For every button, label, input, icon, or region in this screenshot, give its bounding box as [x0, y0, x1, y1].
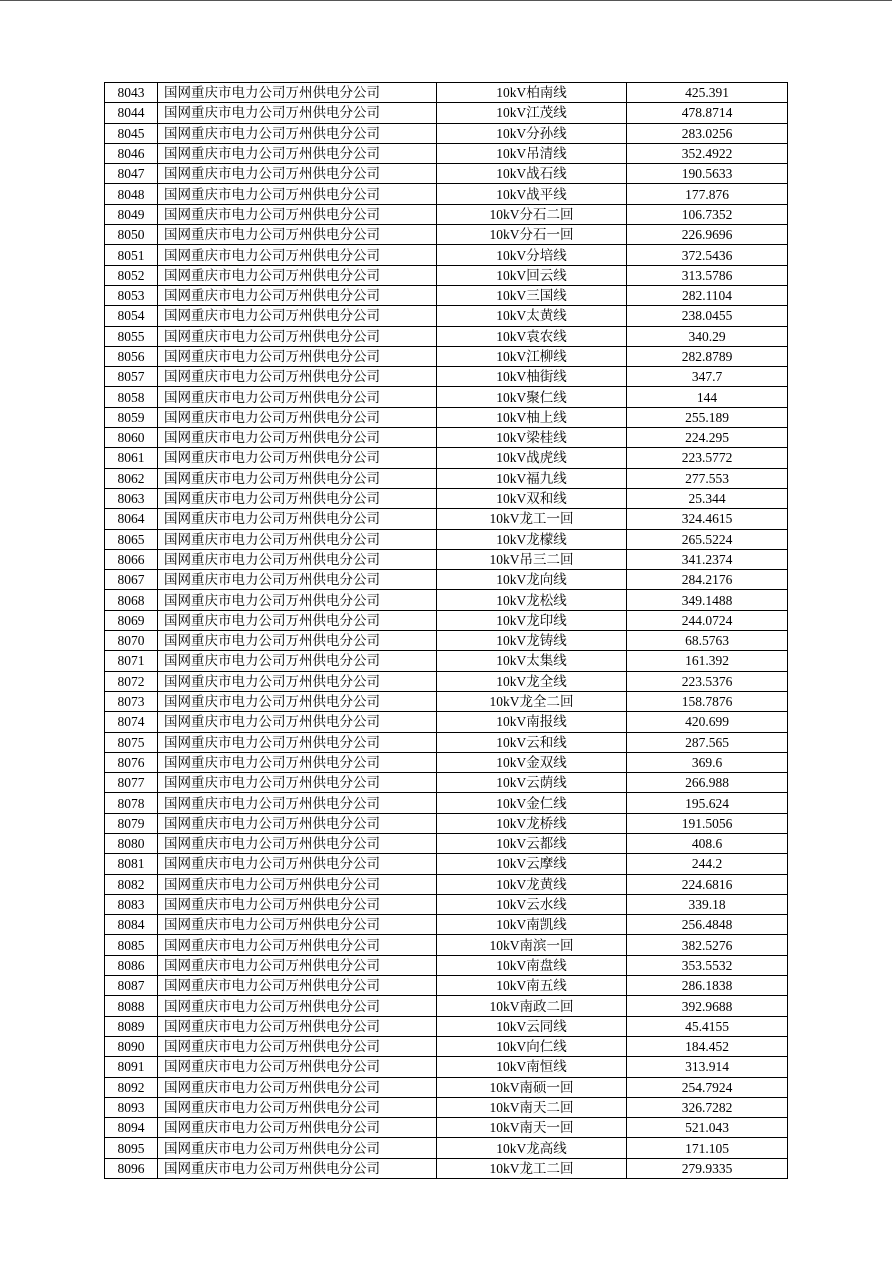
line-name-cell: 10kV龙全二回	[437, 691, 627, 711]
table-row	[105, 448, 788, 468]
table-row	[105, 367, 788, 387]
value-cell: 224.295	[627, 428, 788, 448]
line-name-cell: 10kV南凯线	[437, 915, 627, 935]
company-cell: 国网重庆市电力公司万州供电分公司	[158, 225, 437, 245]
value-cell: 408.6	[627, 833, 788, 853]
line-name-cell: 10kV福九线	[437, 468, 627, 488]
row-id-cell: 8047	[105, 164, 158, 184]
table-row	[105, 306, 788, 326]
table-row	[105, 285, 788, 305]
company-cell: 国网重庆市电力公司万州供电分公司	[158, 265, 437, 285]
value-cell: 284.2176	[627, 570, 788, 590]
row-id-cell: 8081	[105, 854, 158, 874]
value-cell: 244.0724	[627, 610, 788, 630]
row-id-cell: 8092	[105, 1077, 158, 1097]
company-cell: 国网重庆市电力公司万州供电分公司	[158, 996, 437, 1016]
value-cell: 382.5276	[627, 935, 788, 955]
company-cell: 国网重庆市电力公司万州供电分公司	[158, 590, 437, 610]
company-cell: 国网重庆市电力公司万州供电分公司	[158, 1158, 437, 1178]
value-cell: 171.105	[627, 1138, 788, 1158]
table-row	[105, 1036, 788, 1056]
line-name-cell: 10kV龙松线	[437, 590, 627, 610]
line-name-cell: 10kV柚上线	[437, 407, 627, 427]
row-id-cell: 8083	[105, 894, 158, 914]
line-name-cell: 10kV回云线	[437, 265, 627, 285]
row-id-cell: 8074	[105, 712, 158, 732]
line-name-cell: 10kV龙全线	[437, 671, 627, 691]
line-name-cell: 10kV柚街线	[437, 367, 627, 387]
table-row	[105, 326, 788, 346]
row-id-cell: 8078	[105, 793, 158, 813]
table-row	[105, 976, 788, 996]
value-cell: 177.876	[627, 184, 788, 204]
company-cell: 国网重庆市电力公司万州供电分公司	[158, 184, 437, 204]
table-row	[105, 245, 788, 265]
value-cell: 238.0455	[627, 306, 788, 326]
value-cell: 392.9688	[627, 996, 788, 1016]
value-cell: 353.5532	[627, 955, 788, 975]
row-id-cell: 8072	[105, 671, 158, 691]
row-id-cell: 8045	[105, 123, 158, 143]
table-row	[105, 1057, 788, 1077]
table-row	[105, 143, 788, 163]
company-cell: 国网重庆市电力公司万州供电分公司	[158, 793, 437, 813]
line-name-cell: 10kV南恒线	[437, 1057, 627, 1077]
row-id-cell: 8069	[105, 610, 158, 630]
table-row	[105, 1077, 788, 1097]
line-name-cell: 10kV战石线	[437, 164, 627, 184]
line-name-cell: 10kV云水线	[437, 894, 627, 914]
value-cell: 184.452	[627, 1036, 788, 1056]
row-id-cell: 8043	[105, 83, 158, 103]
table-row	[105, 529, 788, 549]
value-cell: 255.189	[627, 407, 788, 427]
row-id-cell: 8089	[105, 1016, 158, 1036]
company-cell: 国网重庆市电力公司万州供电分公司	[158, 448, 437, 468]
table-row	[105, 265, 788, 285]
line-name-cell: 10kV龙桥线	[437, 813, 627, 833]
value-cell: 254.7924	[627, 1077, 788, 1097]
table-row	[105, 712, 788, 732]
company-cell: 国网重庆市电力公司万州供电分公司	[158, 854, 437, 874]
value-cell: 277.553	[627, 468, 788, 488]
line-name-cell: 10kV分石二回	[437, 204, 627, 224]
value-cell: 223.5772	[627, 448, 788, 468]
company-cell: 国网重庆市电力公司万州供电分公司	[158, 83, 437, 103]
row-id-cell: 8087	[105, 976, 158, 996]
row-id-cell: 8050	[105, 225, 158, 245]
value-cell: 369.6	[627, 752, 788, 772]
row-id-cell: 8056	[105, 346, 158, 366]
value-cell: 352.4922	[627, 143, 788, 163]
line-name-cell: 10kV龙工二回	[437, 1158, 627, 1178]
table-row	[105, 1016, 788, 1036]
table-row	[105, 1158, 788, 1178]
value-cell: 244.2	[627, 854, 788, 874]
line-name-cell: 10kV太集线	[437, 651, 627, 671]
company-cell: 国网重庆市电力公司万州供电分公司	[158, 631, 437, 651]
value-cell: 106.7352	[627, 204, 788, 224]
value-cell: 25.344	[627, 488, 788, 508]
line-name-cell: 10kV南天二回	[437, 1097, 627, 1117]
company-cell: 国网重庆市电力公司万州供电分公司	[158, 570, 437, 590]
value-cell: 349.1488	[627, 590, 788, 610]
value-cell: 425.391	[627, 83, 788, 103]
row-id-cell: 8088	[105, 996, 158, 1016]
value-cell: 266.988	[627, 773, 788, 793]
value-cell: 339.18	[627, 894, 788, 914]
row-id-cell: 8091	[105, 1057, 158, 1077]
company-cell: 国网重庆市电力公司万州供电分公司	[158, 428, 437, 448]
row-id-cell: 8093	[105, 1097, 158, 1117]
table-row	[105, 813, 788, 833]
company-cell: 国网重庆市电力公司万州供电分公司	[158, 164, 437, 184]
line-name-cell: 10kV龙檬线	[437, 529, 627, 549]
line-name-cell: 10kV云摩线	[437, 854, 627, 874]
row-id-cell: 8084	[105, 915, 158, 935]
row-id-cell: 8094	[105, 1118, 158, 1138]
value-cell: 282.8789	[627, 346, 788, 366]
company-cell: 国网重庆市电力公司万州供电分公司	[158, 245, 437, 265]
row-id-cell: 8063	[105, 488, 158, 508]
value-cell: 161.392	[627, 651, 788, 671]
row-id-cell: 8073	[105, 691, 158, 711]
line-name-cell: 10kV云同线	[437, 1016, 627, 1036]
line-name-cell: 10kV云都线	[437, 833, 627, 853]
table-row	[105, 590, 788, 610]
line-name-cell: 10kV太黄线	[437, 306, 627, 326]
line-name-cell: 10kV龙高线	[437, 1138, 627, 1158]
company-cell: 国网重庆市电力公司万州供电分公司	[158, 549, 437, 569]
row-id-cell: 8051	[105, 245, 158, 265]
table-row	[105, 549, 788, 569]
table-row	[105, 691, 788, 711]
row-id-cell: 8044	[105, 103, 158, 123]
company-cell: 国网重庆市电力公司万州供电分公司	[158, 1016, 437, 1036]
value-cell: 287.565	[627, 732, 788, 752]
table-row	[105, 103, 788, 123]
line-name-cell: 10kV聚仁线	[437, 387, 627, 407]
value-cell: 226.9696	[627, 225, 788, 245]
company-cell: 国网重庆市电力公司万州供电分公司	[158, 935, 437, 955]
row-id-cell: 8060	[105, 428, 158, 448]
row-id-cell: 8077	[105, 773, 158, 793]
table-row	[105, 83, 788, 103]
table-row	[105, 509, 788, 529]
value-cell: 286.1838	[627, 976, 788, 996]
line-name-cell: 10kV分石一回	[437, 225, 627, 245]
table-row	[105, 752, 788, 772]
value-cell: 68.5763	[627, 631, 788, 651]
value-cell: 144	[627, 387, 788, 407]
table-row	[105, 204, 788, 224]
line-data-table	[104, 82, 788, 1179]
table-row	[105, 631, 788, 651]
table-row	[105, 225, 788, 245]
row-id-cell: 8096	[105, 1158, 158, 1178]
company-cell: 国网重庆市电力公司万州供电分公司	[158, 671, 437, 691]
company-cell: 国网重庆市电力公司万州供电分公司	[158, 955, 437, 975]
line-name-cell: 10kV袁农线	[437, 326, 627, 346]
line-name-cell: 10kV南五线	[437, 976, 627, 996]
company-cell: 国网重庆市电力公司万州供电分公司	[158, 915, 437, 935]
company-cell: 国网重庆市电力公司万州供电分公司	[158, 894, 437, 914]
row-id-cell: 8065	[105, 529, 158, 549]
value-cell: 313.914	[627, 1057, 788, 1077]
line-name-cell: 10kV向仁线	[437, 1036, 627, 1056]
value-cell: 521.043	[627, 1118, 788, 1138]
line-name-cell: 10kV南滨一回	[437, 935, 627, 955]
value-cell: 341.2374	[627, 549, 788, 569]
table-row	[105, 610, 788, 630]
table-row	[105, 164, 788, 184]
company-cell: 国网重庆市电力公司万州供电分公司	[158, 976, 437, 996]
row-id-cell: 8055	[105, 326, 158, 346]
line-name-cell: 10kV南天一回	[437, 1118, 627, 1138]
table-row	[105, 488, 788, 508]
value-cell: 190.5633	[627, 164, 788, 184]
value-cell: 340.29	[627, 326, 788, 346]
row-id-cell: 8048	[105, 184, 158, 204]
row-id-cell: 8082	[105, 874, 158, 894]
row-id-cell: 8059	[105, 407, 158, 427]
row-id-cell: 8066	[105, 549, 158, 569]
row-id-cell: 8049	[105, 204, 158, 224]
table-row	[105, 894, 788, 914]
value-cell: 265.5224	[627, 529, 788, 549]
line-name-cell: 10kV龙向线	[437, 570, 627, 590]
company-cell: 国网重庆市电力公司万州供电分公司	[158, 1138, 437, 1158]
line-name-cell: 10kV南盘线	[437, 955, 627, 975]
table-row	[105, 854, 788, 874]
table-row	[105, 732, 788, 752]
row-id-cell: 8057	[105, 367, 158, 387]
row-id-cell: 8046	[105, 143, 158, 163]
company-cell: 国网重庆市电力公司万州供电分公司	[158, 752, 437, 772]
table-row	[105, 387, 788, 407]
value-cell: 313.5786	[627, 265, 788, 285]
line-name-cell: 10kV战虎线	[437, 448, 627, 468]
row-id-cell: 8053	[105, 285, 158, 305]
company-cell: 国网重庆市电力公司万州供电分公司	[158, 285, 437, 305]
row-id-cell: 8095	[105, 1138, 158, 1158]
company-cell: 国网重庆市电力公司万州供电分公司	[158, 732, 437, 752]
table-row	[105, 1097, 788, 1117]
value-cell: 224.6816	[627, 874, 788, 894]
line-name-cell: 10kV云和线	[437, 732, 627, 752]
table-row	[105, 468, 788, 488]
line-name-cell: 10kV龙工一回	[437, 509, 627, 529]
company-cell: 国网重庆市电力公司万州供电分公司	[158, 773, 437, 793]
table-row	[105, 184, 788, 204]
row-id-cell: 8080	[105, 833, 158, 853]
company-cell: 国网重庆市电力公司万州供电分公司	[158, 123, 437, 143]
value-cell: 420.699	[627, 712, 788, 732]
value-cell: 282.1104	[627, 285, 788, 305]
value-cell: 45.4155	[627, 1016, 788, 1036]
line-name-cell: 10kV云荫线	[437, 773, 627, 793]
table-row	[105, 123, 788, 143]
company-cell: 国网重庆市电力公司万州供电分公司	[158, 874, 437, 894]
row-id-cell: 8054	[105, 306, 158, 326]
page-top-border	[0, 0, 892, 1]
line-name-cell: 10kV南硕一回	[437, 1077, 627, 1097]
value-cell: 158.7876	[627, 691, 788, 711]
line-name-cell: 10kV江茂线	[437, 103, 627, 123]
value-cell: 279.9335	[627, 1158, 788, 1178]
line-name-cell: 10kV江柳线	[437, 346, 627, 366]
row-id-cell: 8067	[105, 570, 158, 590]
table-row	[105, 955, 788, 975]
value-cell: 195.624	[627, 793, 788, 813]
company-cell: 国网重庆市电力公司万州供电分公司	[158, 1077, 437, 1097]
value-cell: 191.5056	[627, 813, 788, 833]
company-cell: 国网重庆市电力公司万州供电分公司	[158, 509, 437, 529]
table-row	[105, 346, 788, 366]
company-cell: 国网重庆市电力公司万州供电分公司	[158, 488, 437, 508]
line-name-cell: 10kV三国线	[437, 285, 627, 305]
row-id-cell: 8058	[105, 387, 158, 407]
row-id-cell: 8052	[105, 265, 158, 285]
value-cell: 326.7282	[627, 1097, 788, 1117]
company-cell: 国网重庆市电力公司万州供电分公司	[158, 610, 437, 630]
company-cell: 国网重庆市电力公司万州供电分公司	[158, 712, 437, 732]
line-name-cell: 10kV柏南线	[437, 83, 627, 103]
row-id-cell: 8070	[105, 631, 158, 651]
line-name-cell: 10kV分孙线	[437, 123, 627, 143]
table-row	[105, 833, 788, 853]
line-name-cell: 10kV南政二回	[437, 996, 627, 1016]
value-cell: 283.0256	[627, 123, 788, 143]
company-cell: 国网重庆市电力公司万州供电分公司	[158, 103, 437, 123]
company-cell: 国网重庆市电力公司万州供电分公司	[158, 306, 437, 326]
value-cell: 478.8714	[627, 103, 788, 123]
line-name-cell: 10kV吊清线	[437, 143, 627, 163]
row-id-cell: 8085	[105, 935, 158, 955]
table-row	[105, 1138, 788, 1158]
value-cell: 223.5376	[627, 671, 788, 691]
row-id-cell: 8061	[105, 448, 158, 468]
row-id-cell: 8075	[105, 732, 158, 752]
line-name-cell: 10kV分培线	[437, 245, 627, 265]
company-cell: 国网重庆市电力公司万州供电分公司	[158, 691, 437, 711]
value-cell: 256.4848	[627, 915, 788, 935]
table-row	[105, 874, 788, 894]
row-id-cell: 8076	[105, 752, 158, 772]
company-cell: 国网重庆市电力公司万州供电分公司	[158, 407, 437, 427]
table-row	[105, 793, 788, 813]
line-name-cell: 10kV龙铸线	[437, 631, 627, 651]
company-cell: 国网重庆市电力公司万州供电分公司	[158, 204, 437, 224]
row-id-cell: 8068	[105, 590, 158, 610]
table-row	[105, 671, 788, 691]
table-row	[105, 935, 788, 955]
line-name-cell: 10kV战平线	[437, 184, 627, 204]
table-row	[105, 773, 788, 793]
table-row	[105, 1118, 788, 1138]
company-cell: 国网重庆市电力公司万州供电分公司	[158, 833, 437, 853]
table-row	[105, 651, 788, 671]
company-cell: 国网重庆市电力公司万州供电分公司	[158, 468, 437, 488]
company-cell: 国网重庆市电力公司万州供电分公司	[158, 813, 437, 833]
table-row	[105, 915, 788, 935]
company-cell: 国网重庆市电力公司万州供电分公司	[158, 367, 437, 387]
company-cell: 国网重庆市电力公司万州供电分公司	[158, 143, 437, 163]
table-row	[105, 570, 788, 590]
table-row	[105, 407, 788, 427]
row-id-cell: 8090	[105, 1036, 158, 1056]
table-row	[105, 996, 788, 1016]
company-cell: 国网重庆市电力公司万州供电分公司	[158, 1057, 437, 1077]
line-name-cell: 10kV金双线	[437, 752, 627, 772]
row-id-cell: 8086	[105, 955, 158, 975]
value-cell: 372.5436	[627, 245, 788, 265]
company-cell: 国网重庆市电力公司万州供电分公司	[158, 529, 437, 549]
row-id-cell: 8062	[105, 468, 158, 488]
line-name-cell: 10kV吊三二回	[437, 549, 627, 569]
table-row	[105, 428, 788, 448]
line-name-cell: 10kV双和线	[437, 488, 627, 508]
row-id-cell: 8079	[105, 813, 158, 833]
company-cell: 国网重庆市电力公司万州供电分公司	[158, 1118, 437, 1138]
company-cell: 国网重庆市电力公司万州供电分公司	[158, 346, 437, 366]
line-name-cell: 10kV龙黄线	[437, 874, 627, 894]
company-cell: 国网重庆市电力公司万州供电分公司	[158, 387, 437, 407]
table-body	[105, 83, 788, 1179]
row-id-cell: 8071	[105, 651, 158, 671]
line-name-cell: 10kV金仁线	[437, 793, 627, 813]
row-id-cell: 8064	[105, 509, 158, 529]
company-cell: 国网重庆市电力公司万州供电分公司	[158, 651, 437, 671]
value-cell: 324.4615	[627, 509, 788, 529]
value-cell: 347.7	[627, 367, 788, 387]
line-name-cell: 10kV梁桂线	[437, 428, 627, 448]
company-cell: 国网重庆市电力公司万州供电分公司	[158, 326, 437, 346]
company-cell: 国网重庆市电力公司万州供电分公司	[158, 1097, 437, 1117]
company-cell: 国网重庆市电力公司万州供电分公司	[158, 1036, 437, 1056]
line-name-cell: 10kV南报线	[437, 712, 627, 732]
line-name-cell: 10kV龙印线	[437, 610, 627, 630]
